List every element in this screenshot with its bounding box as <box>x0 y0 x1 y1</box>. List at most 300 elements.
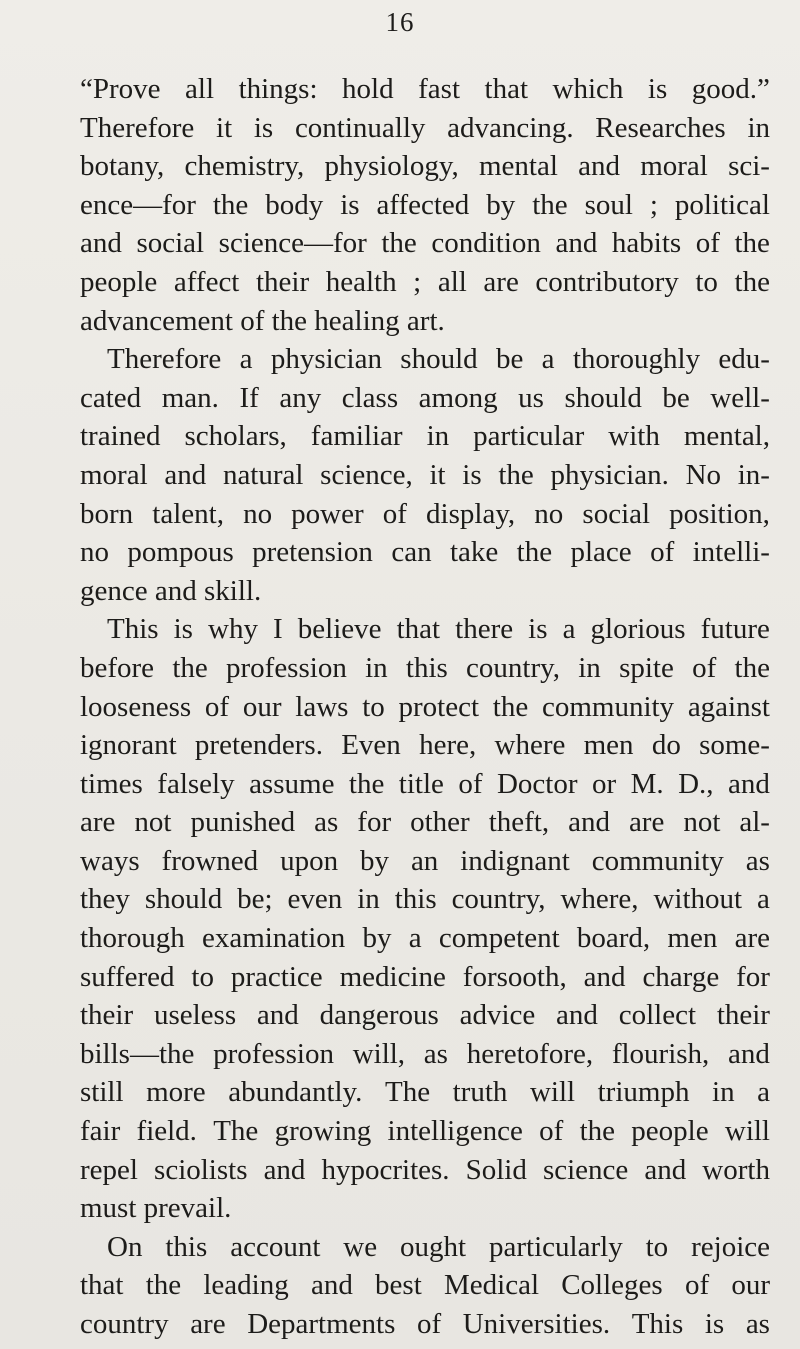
word: should <box>400 343 478 376</box>
word: of <box>458 767 483 800</box>
word: of <box>382 497 407 530</box>
word: social <box>582 497 651 530</box>
word: condition <box>431 227 541 260</box>
word: ; <box>649 188 658 221</box>
word: against <box>687 690 770 723</box>
word: are <box>628 806 665 839</box>
word: be <box>495 343 524 376</box>
text-line <box>80 456 770 495</box>
word: habits <box>611 227 682 260</box>
word: a <box>541 343 555 376</box>
word: the <box>381 227 417 260</box>
word: and <box>263 1153 306 1186</box>
text-line <box>80 765 770 804</box>
word: country, <box>466 651 560 684</box>
word: their <box>255 265 310 298</box>
word: advancing. <box>447 111 574 144</box>
word: and <box>555 227 598 260</box>
word: and <box>80 227 122 260</box>
word: ; <box>413 265 422 298</box>
word: pretenders. <box>194 729 323 762</box>
word: of <box>650 536 675 569</box>
word: sciolists <box>154 1153 248 1186</box>
word: intelligence <box>387 1115 523 1148</box>
word: will <box>529 1076 576 1109</box>
word: our <box>731 1269 770 1302</box>
word: the <box>734 265 770 298</box>
word: ence—for <box>80 188 196 221</box>
word: sci- <box>728 150 770 183</box>
text-line <box>80 533 770 572</box>
word: should <box>564 381 642 414</box>
word: and <box>164 458 207 491</box>
word: this <box>405 651 448 684</box>
word: this <box>165 1230 208 1263</box>
text-line <box>80 1073 770 1112</box>
word: indignant <box>460 844 570 877</box>
text-line <box>80 803 770 842</box>
text-line: gence and skill. <box>80 574 262 607</box>
word: On <box>107 1230 143 1263</box>
word: intelli- <box>692 536 770 569</box>
word: collect <box>618 999 697 1032</box>
word: science—for <box>218 227 367 260</box>
word: why <box>208 613 258 646</box>
word: flourish, <box>611 1037 710 1070</box>
word: the <box>734 227 770 260</box>
word: among <box>418 381 498 414</box>
word: scholars, <box>184 420 287 453</box>
word: as <box>745 1308 770 1340</box>
word: abundantly. <box>228 1076 363 1109</box>
word: Solid <box>465 1153 527 1186</box>
word: the <box>212 188 249 221</box>
word: medicine <box>339 960 446 993</box>
word: “Prove <box>80 73 161 105</box>
text-line <box>80 1228 770 1267</box>
word: future <box>700 613 770 646</box>
text-line <box>80 263 770 302</box>
word: The <box>213 1115 259 1148</box>
word: no <box>243 497 273 530</box>
page-number: 16 <box>385 7 415 37</box>
word: ways <box>80 844 140 877</box>
word: best <box>375 1269 422 1302</box>
text-line <box>80 340 770 379</box>
word: trained <box>80 420 161 453</box>
text-line <box>80 1266 770 1305</box>
word: of <box>539 1115 564 1148</box>
word: examination <box>201 922 346 955</box>
word: the <box>492 690 529 723</box>
word: M. <box>630 767 664 800</box>
word: body <box>265 188 324 221</box>
word: punished <box>190 806 296 839</box>
word: and <box>578 150 620 183</box>
word: ignorant <box>80 729 177 762</box>
word: repel <box>80 1153 138 1186</box>
word: even <box>287 883 343 916</box>
word: for <box>736 960 770 993</box>
word: science <box>542 1153 629 1186</box>
word: pompous <box>127 536 234 569</box>
word: or <box>591 767 617 800</box>
word: profession <box>226 651 347 684</box>
word: of <box>204 690 230 723</box>
word: of <box>416 1308 442 1340</box>
word: soul <box>584 188 633 221</box>
word: spite <box>619 651 674 684</box>
word: as <box>314 806 339 839</box>
text-line <box>80 379 770 418</box>
word: without <box>653 883 743 916</box>
word: of <box>692 651 717 684</box>
word: affected <box>376 188 470 221</box>
text-line <box>80 842 770 881</box>
word: hold <box>342 73 394 105</box>
text-line <box>80 1112 770 1151</box>
word: community <box>591 844 724 877</box>
word: and <box>568 806 610 839</box>
word: the <box>498 458 534 491</box>
word: should <box>144 883 223 916</box>
word: practice <box>230 960 323 993</box>
word: profession <box>213 1037 334 1070</box>
word: glorious <box>590 613 686 646</box>
word: and <box>556 999 598 1032</box>
word: to <box>645 1230 669 1263</box>
word: and <box>728 1037 770 1070</box>
word: where, <box>560 883 639 916</box>
word: science, <box>320 458 413 491</box>
word: affect <box>173 265 240 298</box>
word: cated <box>80 381 142 414</box>
text-line <box>80 610 770 649</box>
text-line <box>80 417 770 456</box>
word: will <box>724 1115 770 1148</box>
word: that <box>396 613 441 646</box>
word: to <box>362 690 385 723</box>
word: more <box>146 1076 206 1109</box>
word: D., <box>678 767 714 800</box>
word: natural <box>222 458 304 491</box>
word: a <box>757 883 770 916</box>
word: before <box>80 651 155 684</box>
text-line: must prevail. <box>80 1192 232 1225</box>
word: forsooth, <box>462 960 567 993</box>
word: position, <box>669 497 770 530</box>
word: dangerous <box>319 999 439 1032</box>
word: moral <box>640 150 708 183</box>
word: title <box>398 767 444 800</box>
word: advice <box>459 999 536 1032</box>
word: thoroughly <box>572 343 701 376</box>
word: Colleges <box>561 1269 663 1302</box>
word: upon <box>280 844 339 877</box>
word: with <box>608 420 660 453</box>
word: men <box>667 922 718 955</box>
word: al- <box>739 806 770 839</box>
word: place <box>570 536 632 569</box>
word: that <box>484 73 529 105</box>
word: Even <box>341 729 401 762</box>
word: the <box>579 1115 615 1148</box>
word: all <box>437 265 467 298</box>
word: account <box>230 1230 321 1263</box>
word: our <box>242 690 282 723</box>
word: not <box>683 806 721 839</box>
word: people <box>631 1115 709 1148</box>
word: Medical <box>443 1269 539 1302</box>
word: particular <box>473 420 585 453</box>
word: times <box>80 767 143 800</box>
word: fast <box>418 73 460 105</box>
word: some- <box>699 729 770 762</box>
word: in <box>578 651 601 684</box>
word: are <box>483 265 519 298</box>
word: in <box>712 1076 735 1109</box>
word: as <box>423 1037 448 1070</box>
word: power <box>291 497 364 530</box>
word: community <box>541 690 675 723</box>
text-line <box>80 1305 770 1344</box>
word: of <box>684 1269 710 1302</box>
word: people <box>80 265 158 298</box>
word: not <box>134 806 172 839</box>
word: heretofore, <box>466 1037 594 1070</box>
word: in- <box>737 458 770 491</box>
word: will, <box>352 1037 406 1070</box>
word: their <box>80 999 134 1032</box>
word: bills—the <box>80 1037 195 1070</box>
text-line <box>80 186 770 225</box>
word: thorough <box>80 922 185 955</box>
word: and <box>644 1153 687 1186</box>
word: protect <box>398 690 480 723</box>
word: in <box>426 420 450 453</box>
word: the <box>734 651 770 684</box>
word: are <box>80 806 116 839</box>
word: growing <box>274 1115 372 1148</box>
word: frowned <box>161 844 259 877</box>
word: it <box>429 458 446 491</box>
text-line <box>80 147 770 186</box>
text-line: advancement of the healing art. <box>80 304 445 337</box>
word: This <box>107 613 159 646</box>
text-line <box>80 726 770 765</box>
word: Departments <box>247 1308 396 1340</box>
word: to <box>191 960 214 993</box>
word: fair <box>80 1115 121 1148</box>
word: class <box>341 381 399 414</box>
word: there <box>455 613 514 646</box>
word: they <box>80 883 130 916</box>
word: is <box>173 613 193 646</box>
word: in <box>365 651 388 684</box>
word: familiar <box>310 420 403 453</box>
word: and <box>727 767 770 800</box>
word: looseness <box>80 690 192 723</box>
word: man. <box>161 381 219 414</box>
word: is <box>253 111 274 144</box>
word: are <box>734 922 770 955</box>
word: can <box>391 536 432 569</box>
word: by <box>362 922 392 955</box>
word: as <box>745 844 770 877</box>
text-line <box>80 1035 770 1074</box>
word: botany, <box>80 150 165 183</box>
word: we <box>343 1230 378 1263</box>
word: this <box>394 883 437 916</box>
word: all <box>185 73 215 105</box>
word: rejoice <box>691 1230 770 1263</box>
text-line <box>80 688 770 727</box>
text-line <box>80 70 770 109</box>
word: No <box>685 458 722 491</box>
word: be; <box>237 883 273 916</box>
word: men <box>583 729 634 762</box>
word: that <box>80 1269 124 1302</box>
word: it <box>216 111 233 144</box>
word: is <box>462 458 482 491</box>
word: falsely <box>157 767 235 800</box>
word: of <box>695 227 720 260</box>
word: well- <box>710 381 770 414</box>
word: in <box>747 111 770 144</box>
word: is <box>340 188 360 221</box>
word: is <box>704 1308 725 1340</box>
word: worth <box>702 1153 770 1186</box>
word: truth <box>452 1076 508 1109</box>
word: where <box>494 729 566 762</box>
word: for <box>357 806 392 839</box>
text-line <box>80 495 770 534</box>
word: still <box>80 1076 124 1109</box>
word: the <box>516 536 553 569</box>
word: competent <box>438 922 560 955</box>
text-line <box>80 919 770 958</box>
word: a <box>562 613 576 646</box>
word: take <box>449 536 499 569</box>
word: is <box>528 613 548 646</box>
word: be <box>662 381 690 414</box>
word: contributory <box>535 265 679 298</box>
word: by <box>486 188 516 221</box>
word: useless <box>153 999 237 1032</box>
word: ought <box>400 1230 467 1263</box>
word: mental, <box>683 420 770 453</box>
word: any <box>279 381 322 414</box>
word: their <box>716 999 770 1032</box>
text-line <box>80 649 770 688</box>
word: board, <box>576 922 651 955</box>
word: in <box>357 883 380 916</box>
body-text <box>80 70 770 1344</box>
word: the <box>348 767 385 800</box>
word: theft, <box>488 806 550 839</box>
word: a <box>239 343 253 376</box>
text-line <box>80 958 770 997</box>
text-line <box>80 996 770 1035</box>
word: social <box>136 227 205 260</box>
word: particularly <box>489 1230 623 1263</box>
text-line <box>80 1151 770 1190</box>
word: Universities. <box>462 1308 611 1340</box>
word: political <box>674 188 770 221</box>
word: the <box>145 1269 182 1302</box>
word: to <box>695 265 718 298</box>
word: I <box>273 613 283 646</box>
word: Doctor <box>496 767 578 800</box>
word: no <box>80 536 109 569</box>
word: and <box>256 999 299 1032</box>
word: here, <box>419 729 477 762</box>
word: The <box>384 1076 431 1109</box>
text-line <box>80 880 770 919</box>
word: edu- <box>718 343 770 376</box>
word: talent, <box>152 497 224 530</box>
word: are <box>190 1308 226 1340</box>
word: good.” <box>691 73 770 105</box>
word: health <box>325 265 397 298</box>
word: charge <box>642 960 720 993</box>
word: the <box>532 188 568 221</box>
word: an <box>410 844 439 877</box>
word: mental <box>478 150 558 183</box>
text-line <box>80 109 770 148</box>
word: us <box>518 381 544 414</box>
word: no <box>534 497 564 530</box>
word: a <box>757 1076 770 1109</box>
word: born <box>80 497 134 530</box>
word: display, <box>426 497 516 530</box>
word: other <box>410 806 470 839</box>
word: triumph <box>597 1076 690 1109</box>
word: physician <box>270 343 382 376</box>
word: physiology, <box>324 150 459 183</box>
word: continually <box>294 111 426 144</box>
word: hypocrites. <box>321 1153 450 1186</box>
word: Therefore <box>107 343 222 376</box>
word: and <box>583 960 626 993</box>
word: Researches <box>595 111 726 144</box>
word: assume <box>249 767 335 800</box>
word: and <box>310 1269 353 1302</box>
word: suffered <box>80 960 175 993</box>
word: chemistry, <box>184 150 305 183</box>
word: country, <box>451 883 546 916</box>
word: a <box>408 922 422 955</box>
word: physician. <box>550 458 669 491</box>
word: the <box>172 651 208 684</box>
word: things: <box>238 73 318 105</box>
word: This <box>631 1308 684 1340</box>
text-line <box>80 224 770 263</box>
word: field. <box>136 1115 197 1148</box>
word: country <box>80 1308 169 1340</box>
word: Therefore <box>80 111 195 144</box>
word: by <box>360 844 390 877</box>
word: is <box>647 73 668 105</box>
word: If <box>239 381 259 414</box>
word: which <box>552 73 624 105</box>
word: do <box>651 729 681 762</box>
word: believe <box>297 613 382 646</box>
word: laws <box>295 690 349 723</box>
word: leading <box>203 1269 289 1302</box>
word: moral <box>80 458 148 491</box>
word: pretension <box>252 536 373 569</box>
